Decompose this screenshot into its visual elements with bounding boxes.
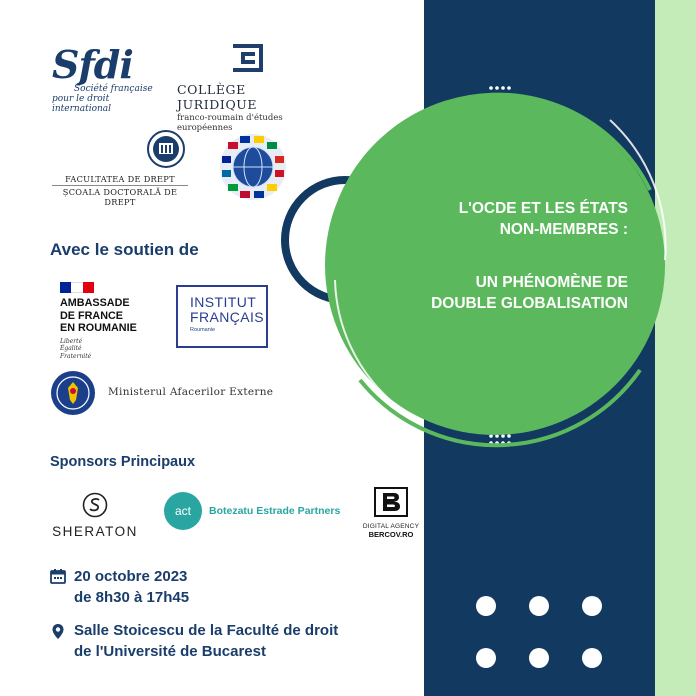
- motto-liberte: Liberté: [60, 337, 83, 345]
- college-subtitle: franco-roumain d'études européennes: [177, 113, 283, 133]
- sfdi-line1: Société française: [74, 84, 153, 94]
- college-mark-icon: [233, 44, 263, 72]
- event-time: de 8h30 à 17h45: [74, 589, 190, 606]
- institut-sub: Roumanie: [190, 327, 216, 333]
- bercov-b-icon: [374, 487, 408, 517]
- calendar-icon: [50, 569, 66, 584]
- sponsors-heading: Sponsors Principaux: [50, 454, 196, 470]
- event-title-line2: NON-MEMBRES :: [499, 221, 628, 238]
- faculty-line2: ȘCOALA DOCTORALĂ DE DREPT: [52, 185, 188, 207]
- sheraton-logo: [50, 492, 140, 539]
- sheraton-emblem-icon: [82, 492, 108, 518]
- sfdi-logo: [52, 42, 167, 114]
- embassy-logo: [60, 282, 170, 360]
- bercov-name: BERCOV.RO: [368, 530, 414, 539]
- act-badge: act: [164, 492, 202, 530]
- act-name: Botezatu Estrade Partners: [209, 505, 341, 517]
- globe-flags-emblem-icon: [218, 132, 288, 202]
- event-location-row: [50, 620, 338, 662]
- romanian-government-seal-icon: [50, 370, 96, 416]
- embassy-line1: AMBASSADE: [60, 297, 130, 309]
- institut-line1: INSTITUT: [190, 294, 257, 310]
- faculty-logo: [52, 130, 188, 207]
- support-heading: Avec le soutien de: [50, 240, 199, 259]
- institut-francais-logo: [176, 285, 268, 348]
- motto-egalite: Égalité: [60, 345, 82, 352]
- faculty-seal-icon: [147, 130, 185, 168]
- french-flag-icon: [60, 282, 94, 293]
- event-date-row: [50, 566, 189, 608]
- sfdi-line2: pour le droit international: [52, 94, 112, 114]
- event-date: 20 octobre 2023: [74, 568, 188, 585]
- bercov-logo: [358, 487, 424, 539]
- ministry-name: Ministerul Afacerilor Externe: [108, 386, 274, 398]
- sfdi-name: Sfdi: [52, 42, 133, 87]
- event-subtitle-line2: DOUBLE GLOBALISATION: [431, 295, 628, 312]
- location-line2: de l'Université de Bucarest: [74, 643, 266, 660]
- college-name: COLLÈGE JURIDIQUE: [177, 82, 258, 112]
- event-title-line1: L'OCDE ET LES ÉTATS: [458, 200, 628, 217]
- act-logo: [164, 492, 340, 530]
- embassy-line3: EN ROUMANIE: [60, 322, 137, 334]
- location-pin-icon: [50, 623, 66, 640]
- institut-line2: FRANÇAIS: [190, 309, 264, 325]
- faculty-line1: FACULTATEA DE DREPT: [65, 174, 175, 184]
- sheraton-name: SHERATON: [52, 524, 138, 539]
- event-subtitle-line1: UN PHÉNOMÈNE DE: [475, 274, 628, 291]
- embassy-line2: DE FRANCE: [60, 309, 123, 322]
- location-line1: Salle Stoicescu de la Faculté de droit: [74, 622, 339, 639]
- motto-fraternite: Fraternité: [60, 352, 92, 360]
- college-juridique-logo: [177, 44, 327, 133]
- bercov-sub: DIGITAL AGENCY: [362, 523, 420, 530]
- event-title-block: [358, 198, 628, 314]
